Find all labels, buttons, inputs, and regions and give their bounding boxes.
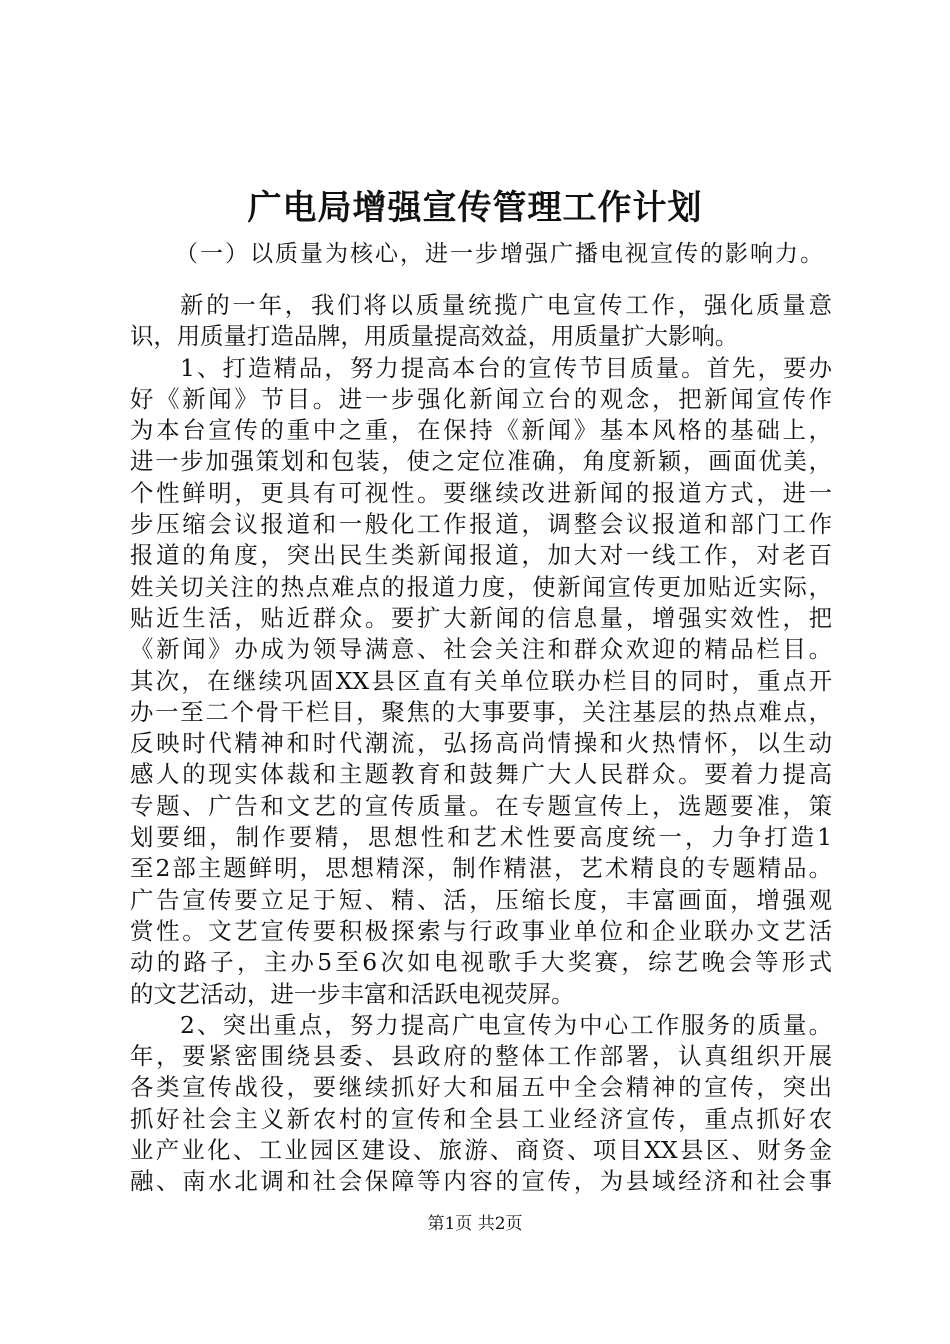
page-number-footer: 第1页 共2页: [427, 1214, 523, 1234]
body-line: 《新闻》办成为领导满意、社会关注和群众欢迎的精品栏目。: [130, 635, 832, 664]
body-line: 划要细，制作要精，思想性和艺术性要高度统一，力争打造1: [130, 823, 832, 852]
body-line: 2、突出重点，努力提高广电宣传为中心工作服务的质量。: [180, 1010, 832, 1039]
document-title: 广电局增强宣传管理工作计划: [247, 188, 703, 228]
body-line: 进一步加强策划和包装，使之定位准确，角度新颖，画面优美，: [130, 447, 832, 476]
body-line: 其次，在继续巩固XX县区直有关单位联办栏目的同时，重点开: [130, 666, 832, 695]
body-line: 感人的现实体裁和主题教育和鼓舞广大人民群众。要着力提高: [130, 760, 832, 789]
body-line: 为本台宣传的重中之重，在保持《新闻》基本风格的基础上，: [130, 416, 832, 445]
body-line: 个性鲜明，更具有可视性。要继续改进新闻的报道方式，进一: [130, 478, 832, 507]
body-line: 贴近生活，贴近群众。要扩大新闻的信息量，增强实效性，把: [130, 603, 832, 632]
body-line: 反映时代精神和时代潮流，弘扬高尚情操和火热情怀，以生动: [130, 729, 832, 758]
section-heading: （一）以质量为核心，进一步增强广播电视宣传的影响力。: [175, 241, 825, 267]
body-line: 1、打造精品，努力提高本台的宣传节目质量。首先，要办: [180, 353, 832, 382]
body-line: 业产业化、工业园区建设、旅游、商资、项目XX县区、财务金: [130, 1136, 832, 1165]
body-line: 年，要紧密围绕县委、县政府的整体工作部署，认真组织开展: [130, 1042, 832, 1071]
body-line: 各类宣传战役，要继续抓好大和届五中全会精神的宣传，突出: [130, 1073, 832, 1102]
body-line: 姓关切关注的热点难点的报道力度，使新闻宣传更加贴近实际，: [130, 572, 832, 601]
body-line: 好《新闻》节目。进一步强化新闻立台的观念，把新闻宣传作: [130, 384, 832, 413]
body-line: 专题、广告和文艺的宣传质量。在专题宣传上，选题要准，策: [130, 791, 832, 820]
body-line: 新的一年，我们将以质量统揽广电宣传工作，强化质量意: [180, 291, 832, 319]
body-line: 步压缩会议报道和一般化工作报道，调整会议报道和部门工作: [130, 510, 832, 539]
body-line: 至2部主题鲜明，思想精深，制作精湛，艺术精良的专题精品。: [130, 854, 832, 883]
body-line: 报道的角度，突出民生类新闻报道，加大对一线工作，对老百: [130, 541, 832, 570]
body-line: 识，用质量打造品牌，用质量提高效益，用质量扩大影响。: [130, 322, 739, 351]
body-line: 赏性。文艺宣传要积极探索与行政事业单位和企业联办文艺活: [130, 916, 832, 945]
body-line: 融、南水北调和社会保障等内容的宣传，为县域经济和社会事: [130, 1167, 832, 1196]
body-line: 抓好社会主义新农村的宣传和全县工业经济宣传，重点抓好农: [130, 1104, 832, 1133]
body-line: 办一至二个骨干栏目，聚焦的大事要事，关注基层的热点难点，: [130, 697, 832, 726]
body-text: [130, 290, 832, 1198]
body-line: 动的路子，主办5至6次如电视歌手大奖赛，综艺晚会等形式: [130, 948, 832, 977]
body-line: 广告宣传要立足于短、精、活，压缩长度，丰富画面，增强观: [130, 885, 832, 914]
body-line: 的文艺活动，进一步丰富和活跃电视荧屏。: [130, 979, 575, 1008]
